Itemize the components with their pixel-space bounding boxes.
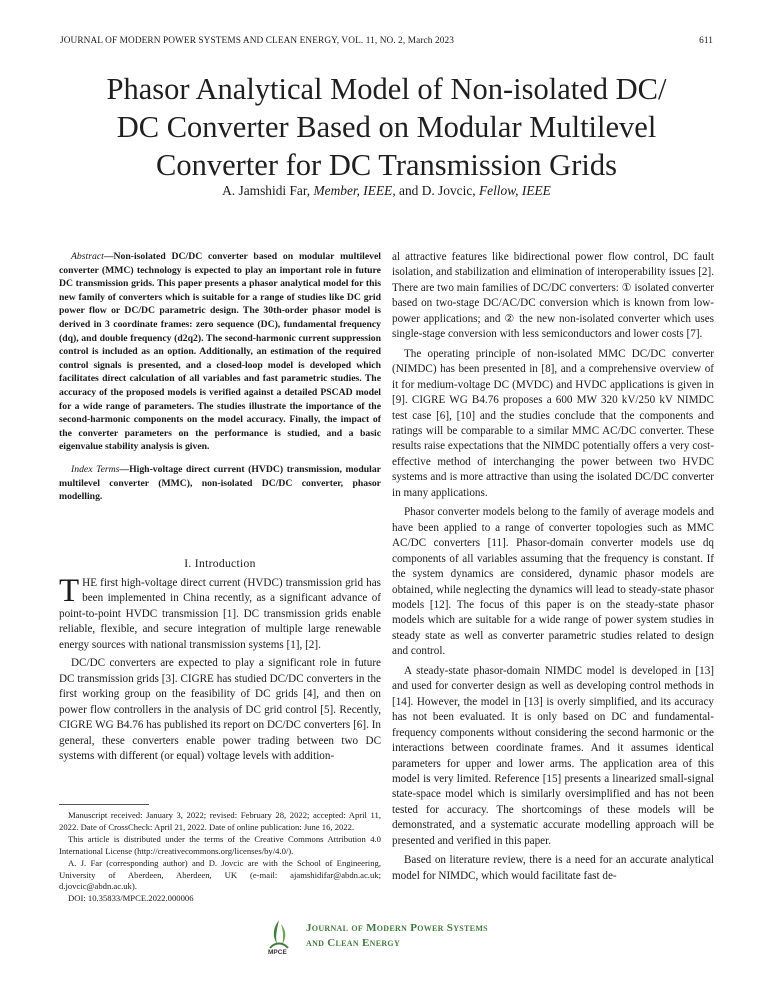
body-paragraph: Based on literature review, there is a need for an accurate analytical model for NIMDC, which would facilitate fast de- — [392, 854, 714, 882]
author-2-role: Fellow, IEEE — [478, 183, 551, 198]
footnote-received: Manuscript received: January 3, 2022; revised: February 28, 2022; accepted: April 11, 2022. Date of CrossCheck: April 21, 2022. Date of online publication: June 16, 2022. — [59, 810, 381, 832]
page-number: 611 — [699, 36, 713, 46]
index-terms-label: Index Terms — [71, 463, 120, 475]
abstract-text: —Non-isolated DC/DC converter based on modular multilevel converter (MMC) technology is expected to play an important role in future DC transmission grids. This paper presents a phasor analytical model for this new family of converters which is suitable for a range of studies like DC grid power flow or DC/DC parametric design. The 30th-order phasor model is derived in 3 coordinate frames: zero sequence (DC), fundamental frequency (dq), and double frequency (d2q2). The second-harmonic current suppression control is included as an option. Additionally, an estimation of the required control signals is presented, and a closed-loop model is developed which facilitates direct calculation of all variables and fast parametric studies. The accuracy of the proposed models is verified against a detailed PSCAD model for a wide range of parameters. The studies illustrate the importance of the second-harmonic components on the model accuracy. Finally, the impact of the converter parameters on the performance is studied, and a basic eigenvalue stability analysis is given. — [59, 251, 381, 453]
index-terms — [59, 463, 381, 504]
footnotes — [59, 810, 381, 905]
title-line: Phasor Analytical Model of Non-isolated DC/ — [106, 72, 667, 106]
author-separator: , and D. Jovcic, — [392, 183, 479, 198]
section-heading: I. Introduction — [184, 557, 256, 570]
index-terms-text: —High-voltage direct current (HVDC) transmission, modular multilevel converter (MMC), non-isolated DC/DC converter, phasor modelling. — [59, 463, 381, 503]
intro-text: HE first high-voltage direct current (HVDC) transmission grid has been implemented in China recently, as a significant advance of point-to-point HVDC transmission [1]. DC transmission grids enable reliable, flexible, and secure integration of multiple large renewable energy sources with national transmission systems [1], [2]. — [59, 577, 381, 651]
paper-title — [40, 70, 733, 184]
body-paragraph: al attractive features like bidirectional power flow control, DC fault isolation, and stabilization and elimination of interoperability issues [2]. There are two main families of DC/DC converters: ① isolated converter based on two-stage DC/AC/DC conversion which is known from low-power applications; and ② the new non-isolated converter which uses single-stage conversion with less semiconductors and lower costs [7]. — [392, 251, 714, 341]
logo-title-line-2: and Clean Energy — [306, 937, 401, 949]
footnote-doi: DOI: 10.35833/MPCE.2022.000006 — [68, 893, 194, 904]
author-1-role: Member, IEEE — [313, 183, 393, 198]
drop-cap: T — [59, 573, 80, 609]
body-paragraph: Phasor converter models belong to the family of average models and have been applied to a range of converter topologies such as MMC AC/DC converters [11]. Phasor-domain converter models use dq components of all variables assuming that the frequency is constant. If the system dynamics are considered, dynamic phasor models are obtained, while neglecting the dynamics will lead to steady-state phasor models [12]. The focus of this paper is on the steady-state phasor models which are suitable for a wide range of power system studies in steady state as well as converter parametric studies related to design and control. — [392, 506, 714, 658]
right-column — [392, 250, 714, 884]
author-1: A. Jamshidi Far, — [222, 183, 314, 198]
journal-logo — [266, 918, 516, 960]
logo-title-line-1: Journal of Modern Power Systems — [306, 922, 488, 934]
intro-paragraph: DC/DC converters are expected to play a significant role in future DC transmission grids [3]. CIGRE has studied DC/DC converters in the first working group on the feasibility of DC grids [4], and then on power flow controllers in the analysis of DC grid control [5]. Recently, CIGRE WG B4.76 has published its report on DC/DC converters [6]. In general, these converters enable power trading between two DC systems with different (or equal) voltage levels with addition- — [59, 657, 381, 762]
footnote-affiliation: A. J. Far (corresponding author) and D. Jovcic are with the School of Engineering, University of Aberdeen, Aberdeen, UK (e-mail: ajamshidifar@abdn.ac.uk; d.jovcic@abdn.ac.uk). — [59, 857, 381, 892]
body-paragraph: A steady-state phasor-domain NIMDC model is developed in [13] and used for converter design as well as developing control methods in [14]. However, the model in [13] is overly simplified, and its accuracy has not been evaluated. It is only based on DC and fundamental-frequency components without considering the second harmonic or the interactions between coordinate frames. And it assumes identical parameters for upper and lower arms. The application area of this model is very limited. Reference [15] presents a linearized small-signal state-space model which is similarly oversimplified and has not been tested for accuracy. The shortcomings of these models will be demonstrated, and a systematic accurate modelling approach will be presented and verified in this paper. — [392, 664, 714, 847]
journal-header: JOURNAL OF MODERN POWER SYSTEMS AND CLEAN ENERGY, VOL. 11, NO. 2, March 2023 — [60, 36, 454, 46]
footnote-rule — [59, 804, 149, 805]
abstract — [59, 250, 381, 454]
author-line — [40, 183, 733, 199]
title-line: Converter for DC Transmission Grids — [156, 148, 617, 182]
intro-paragraph — [59, 573, 381, 653]
intro-left-column — [59, 573, 381, 764]
title-line: DC Converter Based on Modular Multilevel — [116, 110, 657, 144]
footnote-license: This article is distributed under the terms of the Creative Commons Attribution 4.0 International License (http://creativecommons.org/licenses/by/4.0/). — [59, 833, 381, 856]
abstract-block — [59, 250, 381, 504]
logo-caption: MPCE — [268, 949, 287, 956]
running-header — [60, 36, 713, 50]
body-paragraph: The operating principle of non-isolated MMC DC/DC converter (NIMDC) has been presented in [8], and a comprehensive overview of it for medium-voltage DC (MVDC) and HVDC applications is given in [9]. CIGRE WG B4.76 proposes a 600 MW 320 kV/250 kV NIMDC test case [6], [10] and the studies conclude that the components and ratings will be comparable to a similar MMC AC/DC converter. These results raise expectations that the NIMDC potentially offers a very cost-effective method of interchanging the power between two HVDC systems and is more attractive than using the isolated DC/DC converter in many applications. — [392, 347, 714, 499]
abstract-label: Abstract — [71, 251, 104, 262]
